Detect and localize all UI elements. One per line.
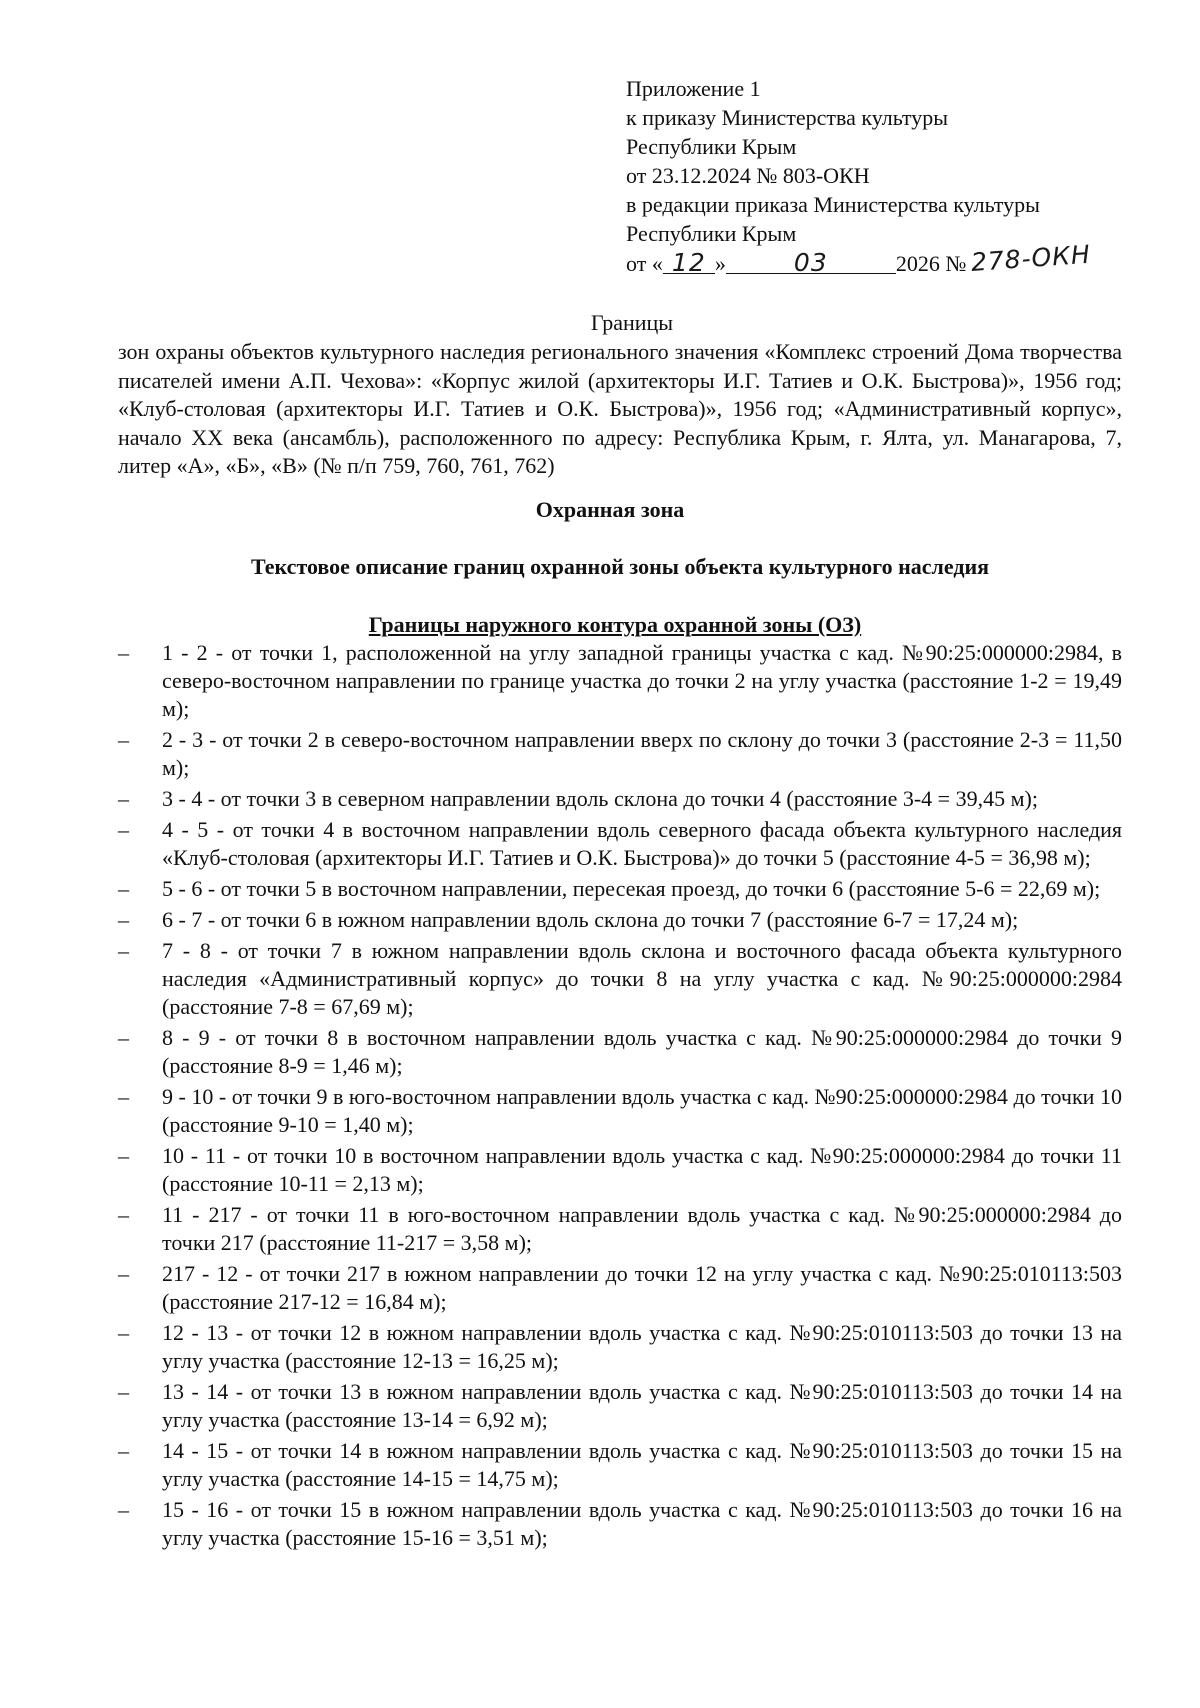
dash-bullet: –: [118, 938, 129, 963]
date-month-field: [726, 248, 896, 277]
section-heading-contour: Границы наружного контура охранной зоны (ОЗ): [368, 612, 862, 637]
list-item-text: 7 - 8 - от точки 7 в южном направлении вдоль склона и восточного фасада объекта культурного наследия «Административный корпус» до точки 8 на углу участка с кад. №90:25:000000:2984 (расстояние 7-8 = 67,69 м);: [162, 938, 1122, 1019]
appendix-line: от 23.12.2024 № 803-ОКН: [626, 163, 870, 188]
appendix-line: в редакции приказа Министерства культуры: [626, 192, 1040, 217]
list-item: [118, 1319, 1122, 1375]
date-mid: »: [714, 251, 726, 276]
list-item-text: 10 - 11 - от точки 10 в восточном направлении вдоль участка с кад. №90:25:000000:2984 до точки 11 (расстояние 10-11 = 2,13 м);: [162, 1143, 1122, 1196]
list-item: [118, 937, 1122, 1021]
dash-bullet: –: [118, 876, 129, 901]
dash-bullet: –: [118, 907, 129, 932]
handwritten-day: 12: [671, 248, 706, 277]
date-prefix: от «: [626, 251, 663, 276]
list-item-text: 11 - 217 - от точки 11 в юго-восточном направлении вдоль участка с кад. №90:25:000000:2984 до точки 217 (расстояние 11-217 = 3,58 м);: [162, 1202, 1122, 1255]
list-item-text: 5 - 6 - от точки 5 в восточном направлении, пересекая проезд, до точки 6 (расстояние 5-6 = 22,69 м);: [162, 876, 1101, 901]
list-item: [118, 785, 1122, 813]
list-item: [118, 1024, 1122, 1080]
dash-bullet: –: [118, 1261, 129, 1286]
dash-bullet: –: [118, 640, 129, 665]
order-date-line: [626, 239, 1146, 278]
date-day-field: [663, 248, 715, 277]
list-item: [118, 1260, 1122, 1316]
list-item: [118, 875, 1122, 903]
list-item-text: 4 - 5 - от точки 4 в восточном направлении вдоль северного фасада объекта культурного наследия «Клуб-столовая (архитекторы И.Г. Татиев и О.К. Быстрова)» до точки 5 (расстояние 4-5 = 36,98 м);: [162, 817, 1122, 870]
list-item-text: 14 - 15 - от точки 14 в южном направлении вдоль участка с кад. №90:25:010113:503 до точки 15 на углу участка (расстояние 14-15 = 14,75 м);: [162, 1438, 1122, 1491]
list-item-text: 6 - 7 - от точки 6 в южном направлении вдоль склона до точки 7 (расстояние 6-7 = 17,24 м);: [162, 907, 1019, 932]
dash-bullet: –: [118, 786, 129, 811]
list-item: [118, 1083, 1122, 1139]
dash-bullet: –: [118, 1202, 129, 1227]
handwritten-month: 03: [793, 248, 828, 277]
appendix-line: Республики Крым: [626, 134, 797, 159]
list-item: [118, 1201, 1122, 1257]
list-item-text: 2 - 3 - от точки 2 в северо-восточном направлении вверх по склону до точки 3 (расстояние 2-3 = 11,50 м);: [162, 727, 1122, 780]
appendix-line: Республики Крым: [626, 221, 797, 246]
list-item-text: 13 - 14 - от точки 13 в южном направлении вдоль участка с кад. №90:25:010113:503 до точки 14 на углу участка (расстояние 13-14 = 6,92 м);: [162, 1379, 1122, 1432]
dash-bullet: –: [118, 1497, 129, 1522]
list-item: [118, 1437, 1122, 1493]
list-item: [118, 1142, 1122, 1198]
boundary-list: [118, 639, 1122, 1555]
appendix-line: к приказу Министерства культуры: [626, 105, 949, 130]
section-heading-text-description: Текстовое описание границ охранной зоны объекта культурного наследия: [250, 554, 990, 579]
list-item: [118, 1378, 1122, 1434]
list-item-text: 1 - 2 - от точки 1, расположенной на углу западной границы участка с кад. №90:25:000000:2984, в северо-восточном направлении по границе участка до точки 2 на углу участка (расстояние 1-2 = 19,49 м);: [162, 640, 1122, 721]
list-item-text: 217 - 12 - от точки 217 в южном направлении до точки 12 на углу участка с кад. №90:25:010113:503 (расстояние 217-12 = 16,84 м);: [162, 1261, 1122, 1314]
document-title: Границы: [590, 310, 674, 335]
list-item-text: 8 - 9 - от точки 8 в восточном направлении вдоль участка с кад. №90:25:000000:2984 до точки 9 (расстояние 8-9 = 1,46 м);: [162, 1025, 1122, 1078]
dash-bullet: –: [118, 1084, 129, 1109]
list-item: [118, 1496, 1122, 1552]
list-item-text: 15 - 16 - от точки 15 в южном направлении вдоль участка с кад. №90:25:010113:503 до точки 16 на углу участка (расстояние 15-16 = 3,51 м);: [162, 1497, 1122, 1550]
appendix-header: [626, 74, 1146, 278]
dash-bullet: –: [118, 727, 129, 752]
section-heading-zone: Охранная зона: [535, 497, 685, 522]
document-subtitle: зон охраны объектов культурного наследия регионального значения «Комплекс строений Дома творчества писателей имени А.П. Чехова»: «Корпус жилой (архитекторы И.Г. Татиев и О.К. Быстрова)», 1956 год; «Клуб-столовая (архитекторы И.Г. Татиев и О.К. Быстрова)», 1956 год; «Административный корпус», начало XX века (ансамбль), расположенного по адресу: Республика Крым, г. Ялта, ул. Манагарова, 7, литер «А», «Б», «В» (№ п/п 759, 760, 761, 762): [118, 339, 1122, 478]
list-item-text: 3 - 4 - от точки 3 в северном направлении вдоль склона до точки 4 (расстояние 3-4 = 39,45 м);: [162, 786, 1038, 811]
dash-bullet: –: [118, 1438, 129, 1463]
list-item-text: 12 - 13 - от точки 12 в южном направлении вдоль участка с кад. №90:25:010113:503 до точки 13 на углу участка (расстояние 12-13 = 16,25 м);: [162, 1320, 1122, 1373]
dash-bullet: –: [118, 1320, 129, 1345]
dash-bullet: –: [118, 1143, 129, 1168]
list-item: [118, 906, 1122, 934]
list-item: [118, 726, 1122, 782]
list-item: [118, 639, 1122, 723]
handwritten-order-number: 278-ОКН: [969, 239, 1092, 277]
dash-bullet: –: [118, 1025, 129, 1050]
dash-bullet: –: [118, 817, 129, 842]
list-item-text: 9 - 10 - от точки 9 в юго-восточном направлении вдоль участка с кад. №90:25:000000:2984 до точки 10 (расстояние 9-10 = 1,40 м);: [162, 1084, 1122, 1137]
appendix-line: Приложение 1: [626, 76, 761, 101]
dash-bullet: –: [118, 1379, 129, 1404]
date-year-number-label: 2026 №: [895, 251, 967, 276]
list-item: [118, 816, 1122, 872]
